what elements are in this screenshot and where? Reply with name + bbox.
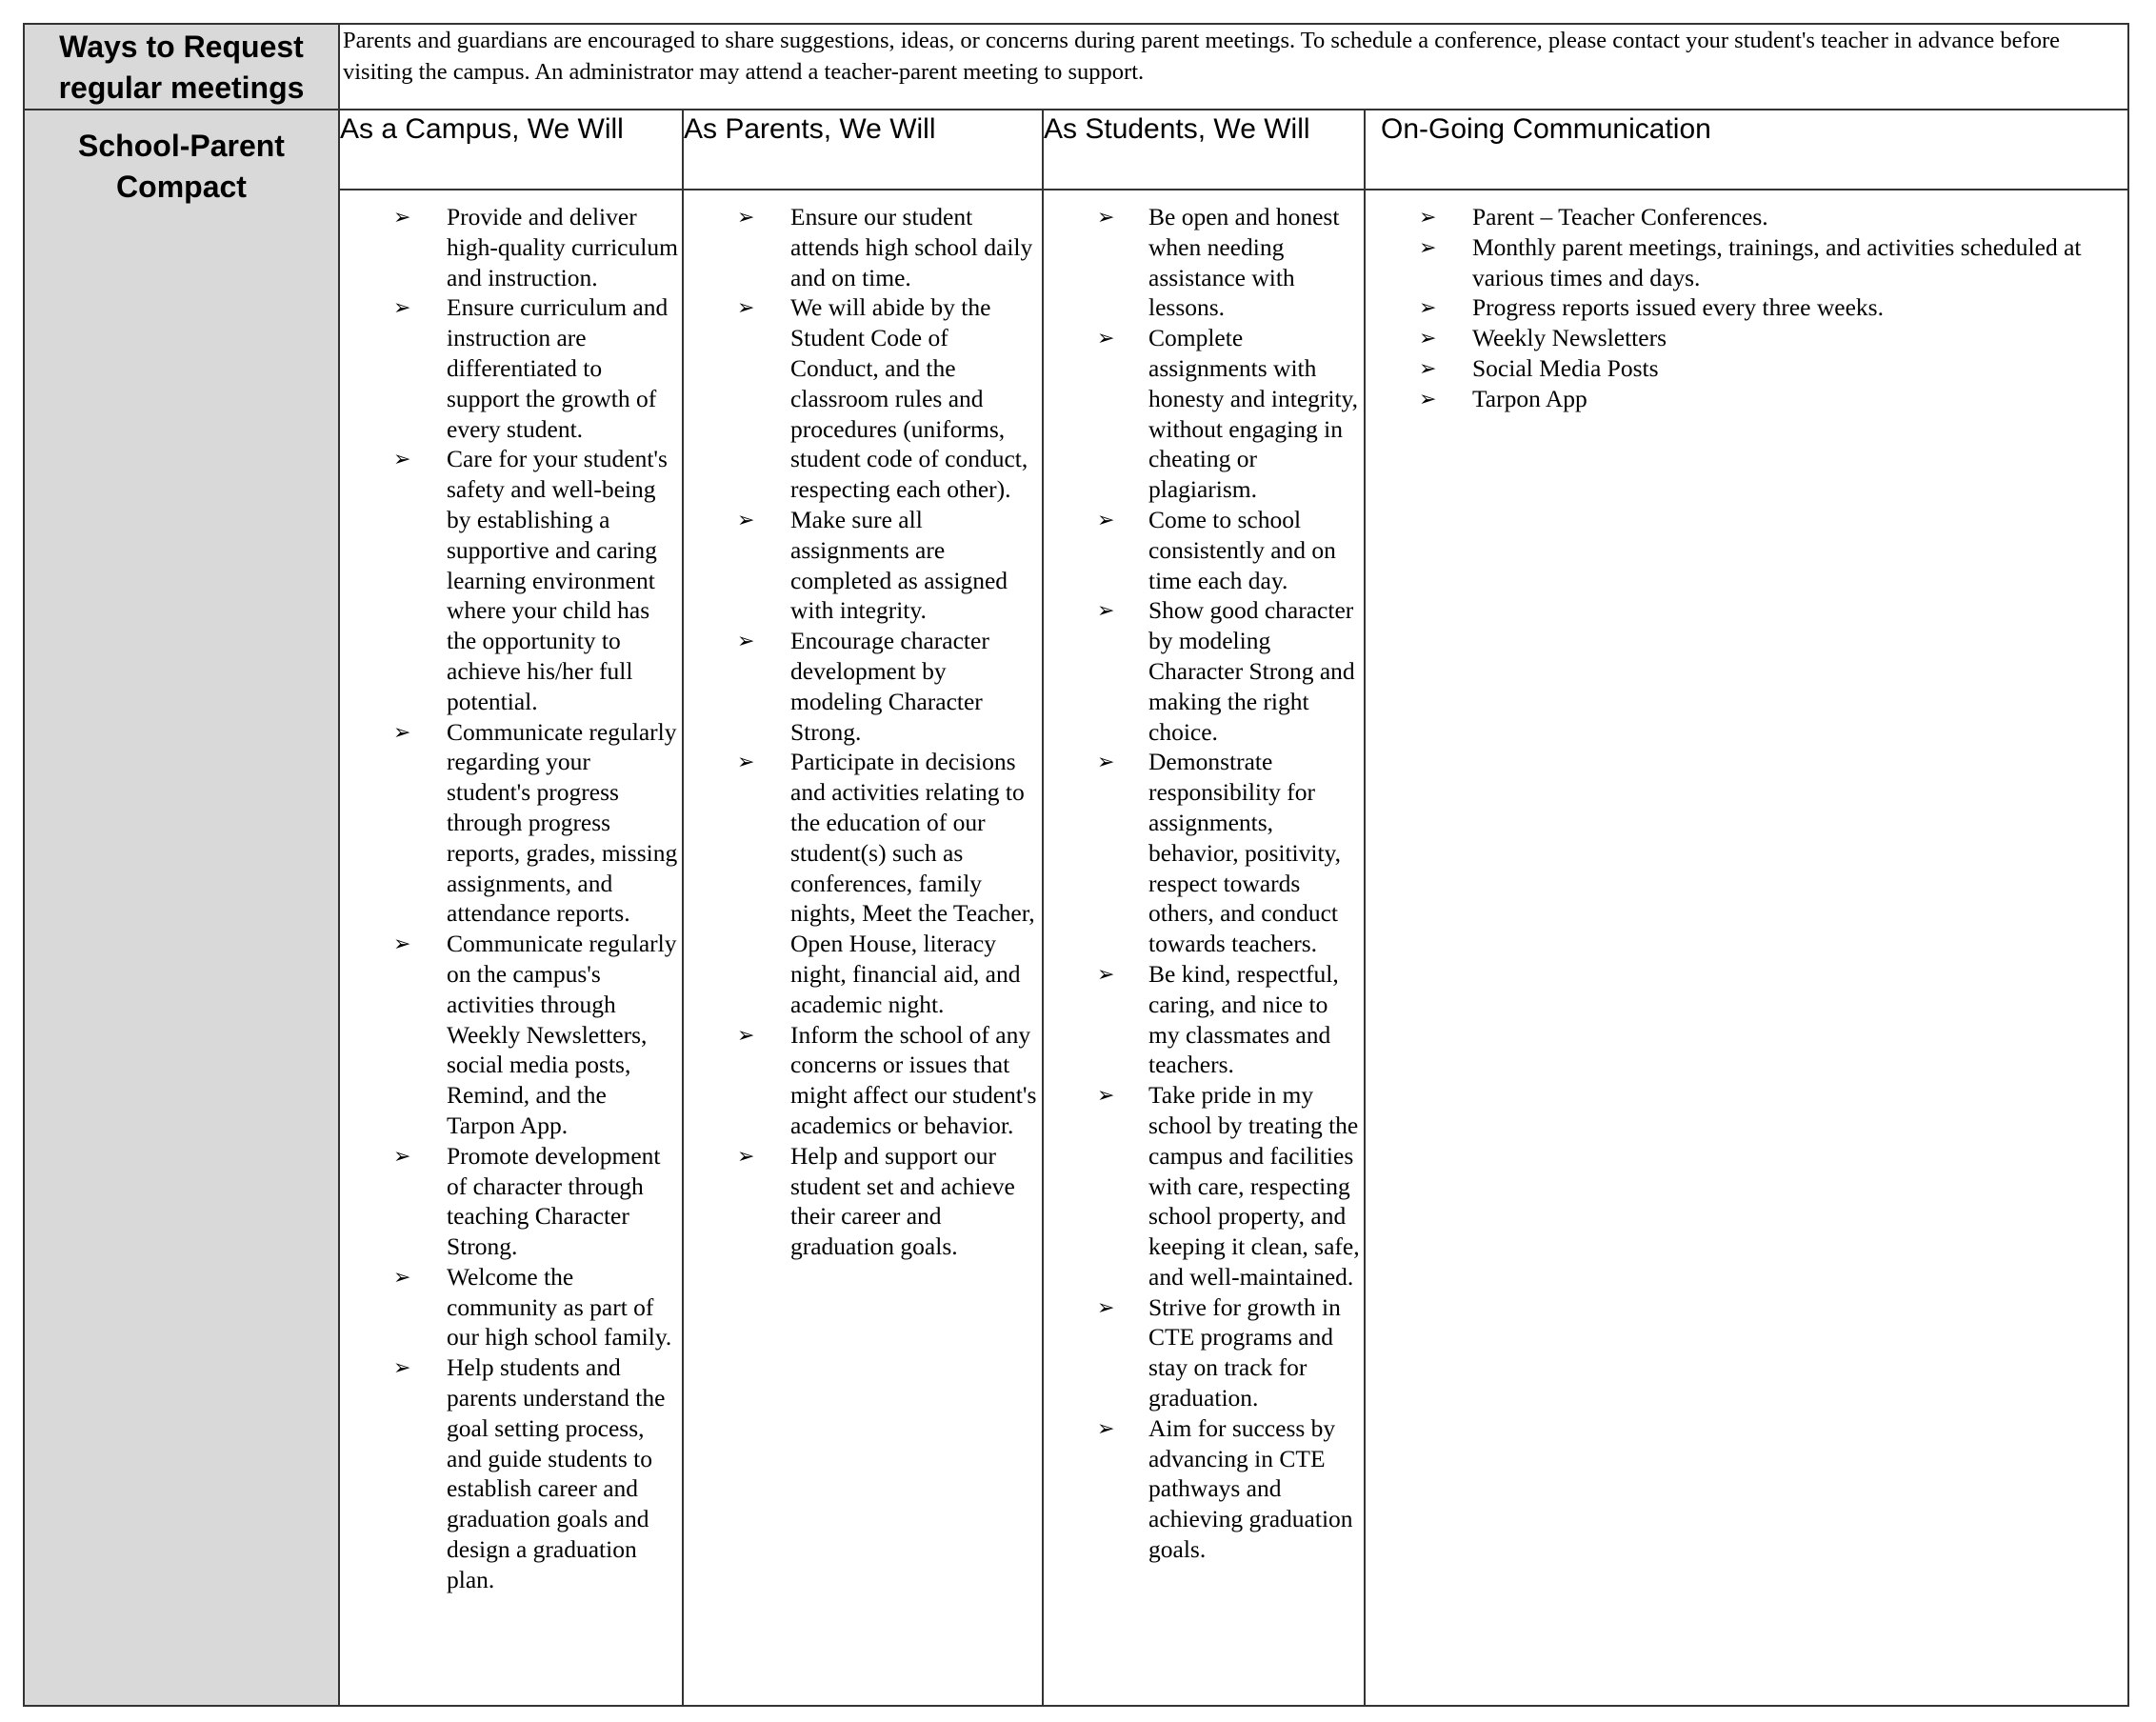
arrowhead-bullet-icon: ➢ — [1097, 1294, 1115, 1319]
arrowhead-bullet-icon: ➢ — [1097, 326, 1115, 350]
list-item-text: Weekly Newsletters — [1472, 324, 1667, 352]
list-item-text: Make sure all assignments are completed as assigned with integrity. — [790, 505, 1008, 625]
arrowhead-bullet-icon: ➢ — [737, 295, 755, 320]
list-item — [1044, 505, 1364, 595]
list-item-text: Progress reports issued every three weeks. — [1472, 293, 1884, 322]
arrowhead-bullet-icon: ➢ — [1419, 295, 1437, 320]
compact-label-line2: Compact — [116, 170, 247, 204]
parents-cell — [683, 190, 1043, 1706]
list-item-text: Aim for success by advancing in CTE pathways and achieving graduation goals. — [1148, 1413, 1353, 1564]
list-item — [684, 292, 1042, 505]
list-item — [1366, 232, 2127, 293]
students-list — [1044, 190, 1364, 1565]
arrowhead-bullet-icon: ➢ — [737, 507, 755, 531]
arrowhead-bullet-icon: ➢ — [737, 1022, 755, 1047]
arrowhead-bullet-icon: ➢ — [737, 1143, 755, 1168]
list-item — [1366, 353, 2127, 384]
arrowhead-bullet-icon: ➢ — [393, 1264, 411, 1289]
list-item-text: Communicate regularly on the campus's activities through Weekly Newsletters, social media posts, Remind, and the Tarpon App. — [447, 930, 677, 1139]
list-item — [340, 1141, 682, 1262]
request-label-line1: Ways to Request — [59, 30, 304, 64]
communication-heading: On-Going Communication — [1365, 110, 2128, 190]
list-item-text: Encourage character development by modeling Character Strong. — [790, 627, 989, 746]
list-item-text: Come to school consistently and on time each day. — [1148, 505, 1336, 594]
students-cell — [1043, 190, 1365, 1706]
arrowhead-bullet-icon: ➢ — [1419, 326, 1437, 350]
request-label-cell — [24, 24, 339, 110]
campus-cell — [339, 190, 683, 1706]
list-item — [340, 1262, 682, 1352]
list-item-text: Help and support our student set and achieve their career and graduation goals. — [790, 1141, 1015, 1261]
list-item — [340, 1352, 682, 1594]
compact-label-line1: School-Parent — [78, 129, 285, 163]
arrowhead-bullet-icon: ➢ — [393, 931, 411, 956]
request-row — [24, 24, 2128, 110]
list-item — [1044, 202, 1364, 323]
arrowhead-bullet-icon: ➢ — [1097, 598, 1115, 623]
list-item — [684, 202, 1042, 292]
arrowhead-bullet-icon: ➢ — [1097, 750, 1115, 774]
list-item — [340, 202, 682, 292]
arrowhead-bullet-icon: ➢ — [393, 1355, 411, 1380]
arrowhead-bullet-icon: ➢ — [1097, 205, 1115, 229]
arrowhead-bullet-icon: ➢ — [393, 205, 411, 229]
list-item-text: Strive for growth in CTE programs and stay on track for graduation. — [1148, 1292, 1341, 1412]
arrowhead-bullet-icon: ➢ — [1097, 1415, 1115, 1440]
arrowhead-bullet-icon: ➢ — [1419, 205, 1437, 229]
list-item — [340, 717, 682, 930]
list-item — [340, 444, 682, 716]
arrowhead-bullet-icon: ➢ — [393, 295, 411, 320]
request-text-cell — [339, 24, 2128, 110]
arrowhead-bullet-icon: ➢ — [1419, 234, 1437, 259]
arrowhead-bullet-icon: ➢ — [1419, 355, 1437, 380]
campus-heading: As a Campus, We Will — [339, 110, 683, 190]
list-item-text: Ensure our student attends high school daily and on time. — [790, 203, 1033, 291]
list-item-text: Inform the school of any concerns or issues that might affect our student's academics or behavior. — [790, 1020, 1037, 1139]
arrowhead-bullet-icon: ➢ — [1097, 961, 1115, 986]
list-item-text: Welcome the community as part of our high school family. — [447, 1262, 672, 1352]
arrowhead-bullet-icon: ➢ — [737, 629, 755, 653]
list-item — [340, 292, 682, 444]
list-item — [1044, 1292, 1364, 1413]
list-item — [1366, 384, 2127, 414]
parents-list — [684, 190, 1042, 1262]
list-item — [1044, 323, 1364, 505]
list-item-text: Be kind, respectful, caring, and nice to my classmates and teachers. — [1148, 959, 1339, 1079]
list-item-text: Help students and parents understand the goal setting process, and guide students to establish career and graduation goals and design a graduation plan. — [447, 1353, 666, 1593]
arrowhead-bullet-icon: ➢ — [1419, 386, 1437, 410]
students-heading: As Students, We Will — [1043, 110, 1365, 190]
list-item-text: Show good character by modeling Character Strong and making the right choice. — [1148, 596, 1355, 746]
commitments-row — [24, 190, 2128, 1706]
list-item — [1044, 595, 1364, 747]
list-item-text: Social Media Posts — [1472, 353, 1659, 382]
parents-heading: As Parents, We Will — [683, 110, 1043, 190]
list-item-text: Parent – Teacher Conferences. — [1472, 203, 1768, 230]
communication-cell — [1365, 190, 2128, 1706]
list-item-text: Promote development of character through teaching Character Strong. — [447, 1141, 661, 1261]
arrowhead-bullet-icon: ➢ — [737, 205, 755, 229]
communication-list — [1366, 190, 2127, 414]
arrowhead-bullet-icon: ➢ — [737, 750, 755, 774]
list-item — [1044, 1413, 1364, 1565]
request-label-line2: regular meetings — [58, 70, 305, 105]
list-item-text: Tarpon App — [1472, 384, 1587, 412]
compact-table — [23, 23, 2129, 1707]
arrowhead-bullet-icon: ➢ — [393, 1143, 411, 1168]
list-item — [1044, 959, 1364, 1080]
list-item-text: Participate in decisions and activities relating to the education of our student(s) such as conferences, family nights, Meet the Teacher, Open House, literacy night, financial aid, and academic night. — [790, 748, 1035, 1018]
compact-label-cell — [24, 110, 339, 1706]
request-text: Parents and guardians are encouraged to share suggestions, ideas, or concerns during parent meetings. To schedule a conference, please contact your student's teacher in advance before visiting the campus. An administrator may attend a teacher-parent meeting to support. — [343, 28, 2060, 85]
list-item-text: We will abide by the Student Code of Conduct, and the classroom rules and procedures (uniforms, student code of conduct, respecting each other). — [790, 293, 1028, 504]
arrowhead-bullet-icon: ➢ — [1097, 1083, 1115, 1108]
list-item — [684, 505, 1042, 626]
list-item — [1366, 292, 2127, 323]
list-item-text: Complete assignments with honesty and integrity, without engaging in cheating or plagiarism. — [1148, 324, 1359, 504]
list-item-text: Be open and honest when needing assistance with lessons. — [1148, 203, 1340, 322]
list-item — [1044, 747, 1364, 959]
list-item — [1366, 202, 2127, 232]
arrowhead-bullet-icon: ➢ — [1097, 507, 1115, 531]
list-item — [684, 747, 1042, 1019]
arrowhead-bullet-icon: ➢ — [393, 447, 411, 471]
list-item — [684, 1020, 1042, 1141]
list-item-text: Ensure curriculum and instruction are differentiated to support the growth of every student. — [447, 293, 669, 443]
list-item-text: Monthly parent meetings, trainings, and activities scheduled at various times and days. — [1472, 232, 2082, 291]
list-item-text: Care for your student's safety and well-being by establishing a supportive and caring learning environment where your child has the opportunity to achieve his/her full potential. — [447, 445, 668, 715]
list-item-text: Demonstrate responsibility for assignments, behavior, positivity, respect towards others, and conduct towards teachers. — [1148, 748, 1342, 958]
list-item — [1044, 1080, 1364, 1292]
list-item — [1366, 323, 2127, 353]
list-item-text: Communicate regularly regarding your student's progress through progress reports, grades, missing assignments, and attendance reports. — [447, 717, 678, 928]
campus-list — [340, 190, 682, 1595]
list-item — [340, 929, 682, 1141]
list-item-text: Provide and deliver high-quality curriculum and instruction. — [447, 203, 678, 291]
list-item — [684, 1141, 1042, 1262]
list-item — [684, 626, 1042, 747]
heading-row — [24, 110, 2128, 190]
list-item-text: Take pride in my school by treating the campus and facilities with care, respecting school property, and keeping it clean, safe, and well-maintained. — [1148, 1081, 1360, 1291]
arrowhead-bullet-icon: ➢ — [393, 719, 411, 744]
